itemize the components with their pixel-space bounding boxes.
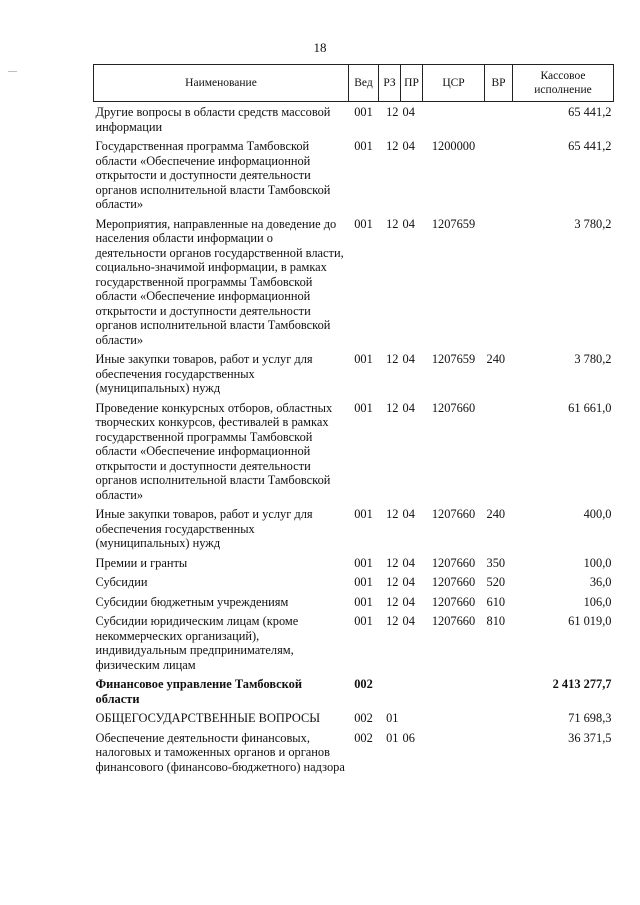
cell-ved: 002 (354, 730, 373, 745)
cell-csr: 1207660 (431, 400, 476, 415)
cell-sum: 36,0 (589, 575, 612, 589)
header-pr: ПР (401, 65, 423, 102)
cell-rz: 12 (386, 216, 399, 231)
cell-vr: 610 (486, 594, 506, 609)
header-name: Наименование (94, 65, 349, 102)
cell-vr: 350 (486, 555, 506, 570)
cell-csr (423, 677, 485, 711)
cell-ved: 001 (354, 105, 373, 119)
table-row (94, 139, 614, 217)
cell-csr: 1207660 (431, 594, 476, 609)
cell-csr: 1207660 (431, 614, 476, 628)
cell-rz: 12 (386, 139, 399, 153)
table-row (94, 102, 614, 140)
cell-name: Другие вопросы в области средств массовой информации (95, 105, 331, 134)
cell-name: Иные закупки товаров, работ и услуг для обеспечения государственных (муниципальных) нужд (95, 507, 313, 550)
cell-name: Проведение конкурсных отборов, областных творческих конкурсов, фестивалей в рамках государственной программы Тамбовской области «Обеспечение информационной открытости и доступности деятельности органов исполнительной власти Тамбовской области» (95, 400, 333, 502)
table-row (94, 677, 614, 711)
cell-rz: 01 (386, 711, 399, 725)
table-row (94, 731, 614, 780)
cell-ved: 001 (354, 400, 373, 415)
cell-sum: 400,0 (583, 507, 612, 521)
cell-ved: 001 (354, 507, 373, 521)
cell-sum: 65 441,2 (568, 105, 612, 119)
cell-csr: 1207660 (431, 555, 476, 570)
cell-name: Иные закупки товаров, работ и услуг для обеспечения государственных (муниципальных) нужд (95, 352, 313, 395)
table-row (94, 575, 614, 595)
cell-pr (401, 677, 423, 711)
cell-pr: 04 (402, 105, 415, 119)
cell-vr: 240 (486, 352, 506, 366)
cell-ved: 001 (354, 594, 373, 609)
cell-vr: 240 (486, 507, 506, 521)
cell-csr: 1207660 (431, 575, 476, 589)
cell-name: Субсидии юридическим лицам (кроме некоммерческих организаций), индивидуальным предпринимателям, физическим лицам (95, 614, 299, 672)
cell-rz: 12 (386, 575, 399, 589)
cell-sum: 3 780,2 (574, 352, 612, 366)
cell-vr (485, 731, 513, 780)
cell-ved: 001 (354, 575, 373, 589)
table-row (94, 217, 614, 353)
cell-sum: 106,0 (583, 594, 612, 609)
page-number: 18 (313, 40, 327, 55)
cell-pr: 04 (402, 507, 415, 521)
cell-vr (485, 401, 513, 508)
cell-name: Обеспечение деятельности финансовых, налоговых и таможенных органов и органов финансового (финансово-бюджетного) надзора (95, 730, 345, 774)
cell-name: Субсидии (95, 575, 148, 589)
cell-csr: 1207659 (431, 352, 476, 366)
header-ved: Вед (349, 65, 379, 102)
cell-pr (401, 711, 423, 731)
margin-mark: — (8, 66, 17, 76)
cell-ved: 001 (354, 216, 373, 231)
cell-sum: 71 698,3 (568, 711, 612, 725)
cell-pr: 04 (402, 594, 415, 609)
cell-rz: 12 (386, 555, 399, 570)
cell-rz: 12 (386, 594, 399, 609)
cell-sum: 65 441,2 (568, 139, 612, 153)
table-row (94, 352, 614, 401)
header-rz: РЗ (379, 65, 401, 102)
cell-name: Мероприятия, направленные на доведение до населения области информации о деятельности органов государственной власти, социально-значимой информации, в рамках государственной программы Тамбовской области «Обеспечение информационной открытости и доступности деятельности органов исполнительной власти Тамбовской области» (95, 216, 344, 347)
cell-name: Финансовое управление Тамбовской области (95, 677, 302, 706)
table-row (94, 711, 614, 731)
cell-name: Государственная программа Тамбовской области «Обеспечение информационной открытости и доступности деятельности органов исполнительной власти Тамбовской области» (95, 139, 331, 211)
table-row (94, 556, 614, 576)
cell-csr (423, 731, 485, 780)
cell-pr: 04 (402, 575, 415, 589)
cell-csr: 1207660 (431, 507, 476, 521)
table-row (94, 614, 614, 677)
cell-ved: 001 (354, 139, 373, 153)
cell-vr (485, 711, 513, 731)
cell-vr (485, 102, 513, 140)
cell-rz (379, 677, 401, 711)
cell-vr (485, 217, 513, 353)
cell-ved: 002 (354, 711, 373, 725)
cell-pr: 04 (402, 400, 415, 415)
cell-sum: 3 780,2 (574, 216, 612, 231)
cell-sum: 61 661,0 (568, 400, 612, 415)
cell-rz: 01 (386, 730, 399, 745)
table-row (94, 595, 614, 615)
cell-pr: 04 (402, 352, 415, 366)
cell-rz: 12 (386, 105, 399, 119)
cell-pr: 04 (402, 139, 415, 153)
cell-vr: 810 (486, 614, 506, 628)
cell-csr (423, 102, 485, 140)
table-row (94, 507, 614, 556)
cell-pr: 06 (402, 730, 415, 745)
cell-pr: 04 (402, 555, 415, 570)
cell-ved: 001 (354, 352, 373, 366)
header-sum: Кассовое исполнение (513, 65, 614, 102)
cell-rz: 12 (386, 400, 399, 415)
table-body (94, 102, 614, 780)
cell-csr: 1207659 (431, 216, 476, 231)
cell-name: ОБЩЕГОСУДАРСТВЕННЫЕ ВОПРОСЫ (95, 711, 321, 725)
cell-sum: 100,0 (583, 555, 612, 570)
table-header-row (94, 65, 614, 102)
cell-pr: 04 (402, 614, 415, 628)
cell-sum: 36 371,5 (568, 730, 612, 745)
cell-rz: 12 (386, 507, 399, 521)
header-csr: ЦСР (423, 65, 485, 102)
cell-ved: 002 (354, 677, 373, 691)
cell-rz: 12 (386, 614, 399, 628)
header-vr: ВР (485, 65, 513, 102)
cell-ved: 001 (354, 555, 373, 570)
cell-rz: 12 (386, 352, 399, 366)
budget-table (93, 64, 614, 779)
cell-vr (485, 677, 513, 711)
cell-sum: 61 019,0 (568, 614, 612, 628)
cell-ved: 001 (354, 614, 373, 628)
cell-name: Премии и гранты (95, 555, 188, 570)
cell-pr: 04 (402, 216, 415, 231)
cell-csr (423, 711, 485, 731)
cell-name: Субсидии бюджетным учреждениям (95, 594, 289, 609)
table-row (94, 401, 614, 508)
cell-sum: 2 413 277,7 (552, 677, 612, 691)
cell-vr: 520 (486, 575, 506, 589)
cell-csr: 1200000 (431, 139, 476, 153)
cell-vr (485, 139, 513, 217)
